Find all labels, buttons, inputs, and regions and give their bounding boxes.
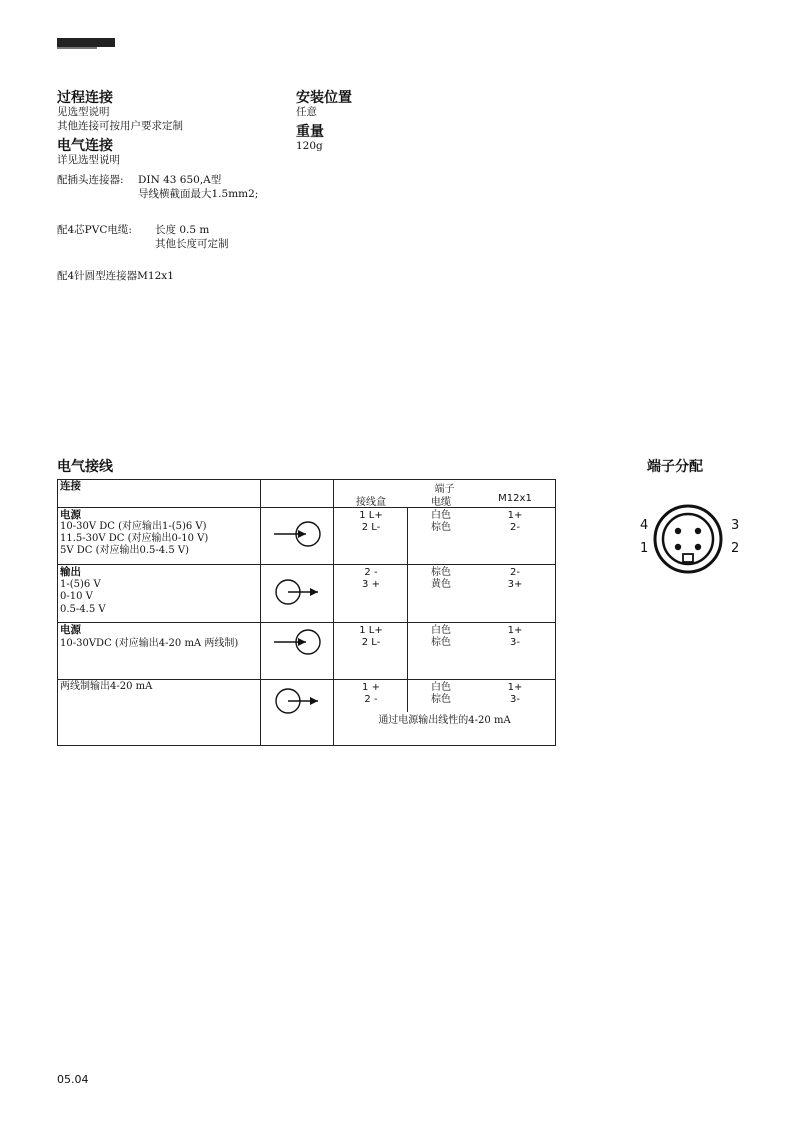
row3-terminals: [334, 623, 556, 680]
row3-cable-1: 棕色: [431, 637, 451, 648]
row4-terminals: [334, 680, 556, 746]
row2-box: [334, 567, 408, 622]
logo-mark: [57, 38, 115, 47]
electric-conn-title: 电气连接: [57, 138, 113, 154]
pin-label-1: 1: [640, 541, 649, 556]
header-junction-box: 接线盒: [356, 497, 386, 508]
process-title: 过程连接: [57, 90, 113, 106]
row2-line-3: 0.5-4.5 V: [60, 603, 106, 615]
row2-cable: [407, 565, 474, 622]
connector1-label: 配插头连接器:: [57, 174, 124, 186]
cable-label: 配4芯PVC电缆:: [57, 224, 132, 236]
header-connection-cell: [58, 480, 261, 508]
header-terminal: 端子: [434, 484, 455, 495]
input-arrow-icon: [272, 627, 322, 657]
row4-cable-1: 棕色: [431, 694, 451, 705]
row3-cable-0: 白色: [431, 625, 451, 636]
row3-symbol: [261, 623, 334, 680]
pinout-title: 端子分配: [647, 459, 703, 475]
process-line-2: 其他连接可按用户要求定制: [57, 120, 183, 132]
header-m12: M12x1: [498, 493, 532, 504]
row4-box-1: 2 -: [364, 694, 378, 705]
mounting-title: 安装位置: [296, 90, 352, 106]
row1-cable-1: 棕色: [431, 522, 451, 533]
table-row: [58, 508, 556, 565]
cable-line1: 长度 0.5 m: [155, 224, 210, 236]
wiring-table: [57, 479, 556, 746]
row4-box-0: 1 +: [362, 682, 380, 693]
row3-m12-1: 3-: [510, 637, 520, 648]
row1-box-1: 2 L-: [361, 522, 381, 533]
row2-desc: [58, 565, 261, 623]
row1-symbol: [261, 508, 334, 565]
row1-line-2: 11.5-30V DC (对应输出0-10 V): [60, 533, 209, 544]
pin-label-4: 4: [640, 518, 649, 533]
row1-cable: [407, 508, 474, 564]
table-row: [58, 680, 556, 746]
row2-line-0: 输出: [60, 566, 81, 578]
row3-m12: [474, 625, 556, 679]
mounting-value: 任意: [296, 106, 317, 118]
footer-code: 05.04: [57, 1073, 89, 1086]
row2-symbol: [261, 565, 334, 623]
row1-m12-0: 1+: [507, 510, 523, 521]
row3-cable: [407, 623, 474, 679]
row3-box-1: 2 L-: [361, 637, 381, 648]
connector-pinout-diagram: [652, 503, 724, 575]
row3-box: [334, 625, 408, 679]
row2-terminals: [334, 565, 556, 623]
connector1-line1: DIN 43 650,A型: [138, 174, 222, 186]
row1-m12: [474, 510, 556, 564]
row4-cable-0: 白色: [431, 682, 451, 693]
output-arrow-icon: [272, 577, 322, 607]
row3-line-1: 10-30VDC (对应输出4-20 mA 两线制): [60, 638, 239, 649]
row4-box: [334, 682, 408, 745]
row3-desc: [58, 623, 261, 680]
row1-line-0: 电源: [60, 509, 81, 521]
row2-m12-1: 3+: [507, 579, 523, 590]
connector1-line2: 导线横截面最大1.5mm2;: [138, 188, 259, 200]
row2-m12: [474, 567, 556, 622]
row2-line-1: 1-(5)6 V: [60, 578, 101, 590]
row4-symbol: [261, 680, 334, 746]
row1-cable-0: 白色: [431, 510, 451, 521]
header-connection: 连接: [60, 480, 81, 492]
row4-desc: [58, 680, 261, 746]
pin-label-3: 3: [731, 518, 740, 533]
table-row: [58, 565, 556, 623]
row2-cable-1: 黄色: [431, 579, 451, 590]
weight-value: 120g: [296, 140, 323, 152]
header-symbol-cell: [261, 480, 334, 508]
wiring-title: 电气接线: [57, 459, 113, 475]
row4-line-0: 两线制输出4-20 mA: [60, 681, 153, 692]
electric-conn-line: 详见选型说明: [57, 154, 120, 166]
row1-terminals: [334, 508, 556, 565]
cable-line2: 其他长度可定制: [155, 238, 229, 250]
m12-connector-icon: [652, 503, 724, 575]
row3-m12-0: 1+: [507, 625, 523, 636]
row2-box-0: 2 -: [364, 567, 378, 578]
row1-line-1: 10-30V DC (对应输出1-(5)6 V): [60, 521, 207, 532]
row1-box: [334, 510, 408, 564]
pin-label-2: 2: [731, 541, 740, 556]
row4-note: 通过电源输出线性的4-20 mA: [378, 715, 511, 726]
weight-title: 重量: [296, 124, 324, 140]
process-line-1: 见选型说明: [57, 106, 110, 118]
row1-desc: [58, 508, 261, 565]
table-row: [58, 623, 556, 680]
row2-line-2: 0-10 V: [60, 591, 93, 602]
row4-m12: [474, 682, 556, 745]
output-arrow-icon: [272, 686, 322, 716]
row4-cable: [407, 680, 474, 712]
header-terminal-cell: [334, 480, 556, 508]
row3-line-0: 电源: [60, 624, 81, 636]
row2-m12-0: 2-: [510, 567, 520, 578]
row3-box-0: 1 L+: [359, 625, 383, 636]
connector2-text: 配4针圆型连接器M12x1: [57, 270, 174, 282]
row1-m12-1: 2-: [510, 522, 520, 533]
row4-m12-1: 3-: [510, 694, 520, 705]
header-cable: 电缆: [431, 497, 451, 508]
row4-m12-0: 1+: [507, 682, 523, 693]
row2-cable-0: 棕色: [431, 567, 451, 578]
wiring-header-row: [58, 480, 556, 508]
row2-box-1: 3 +: [362, 579, 380, 590]
input-arrow-icon: [272, 519, 322, 549]
row1-box-0: 1 L+: [359, 510, 383, 521]
row1-line-3: 5V DC (对应输出0.5-4.5 V): [60, 545, 189, 556]
